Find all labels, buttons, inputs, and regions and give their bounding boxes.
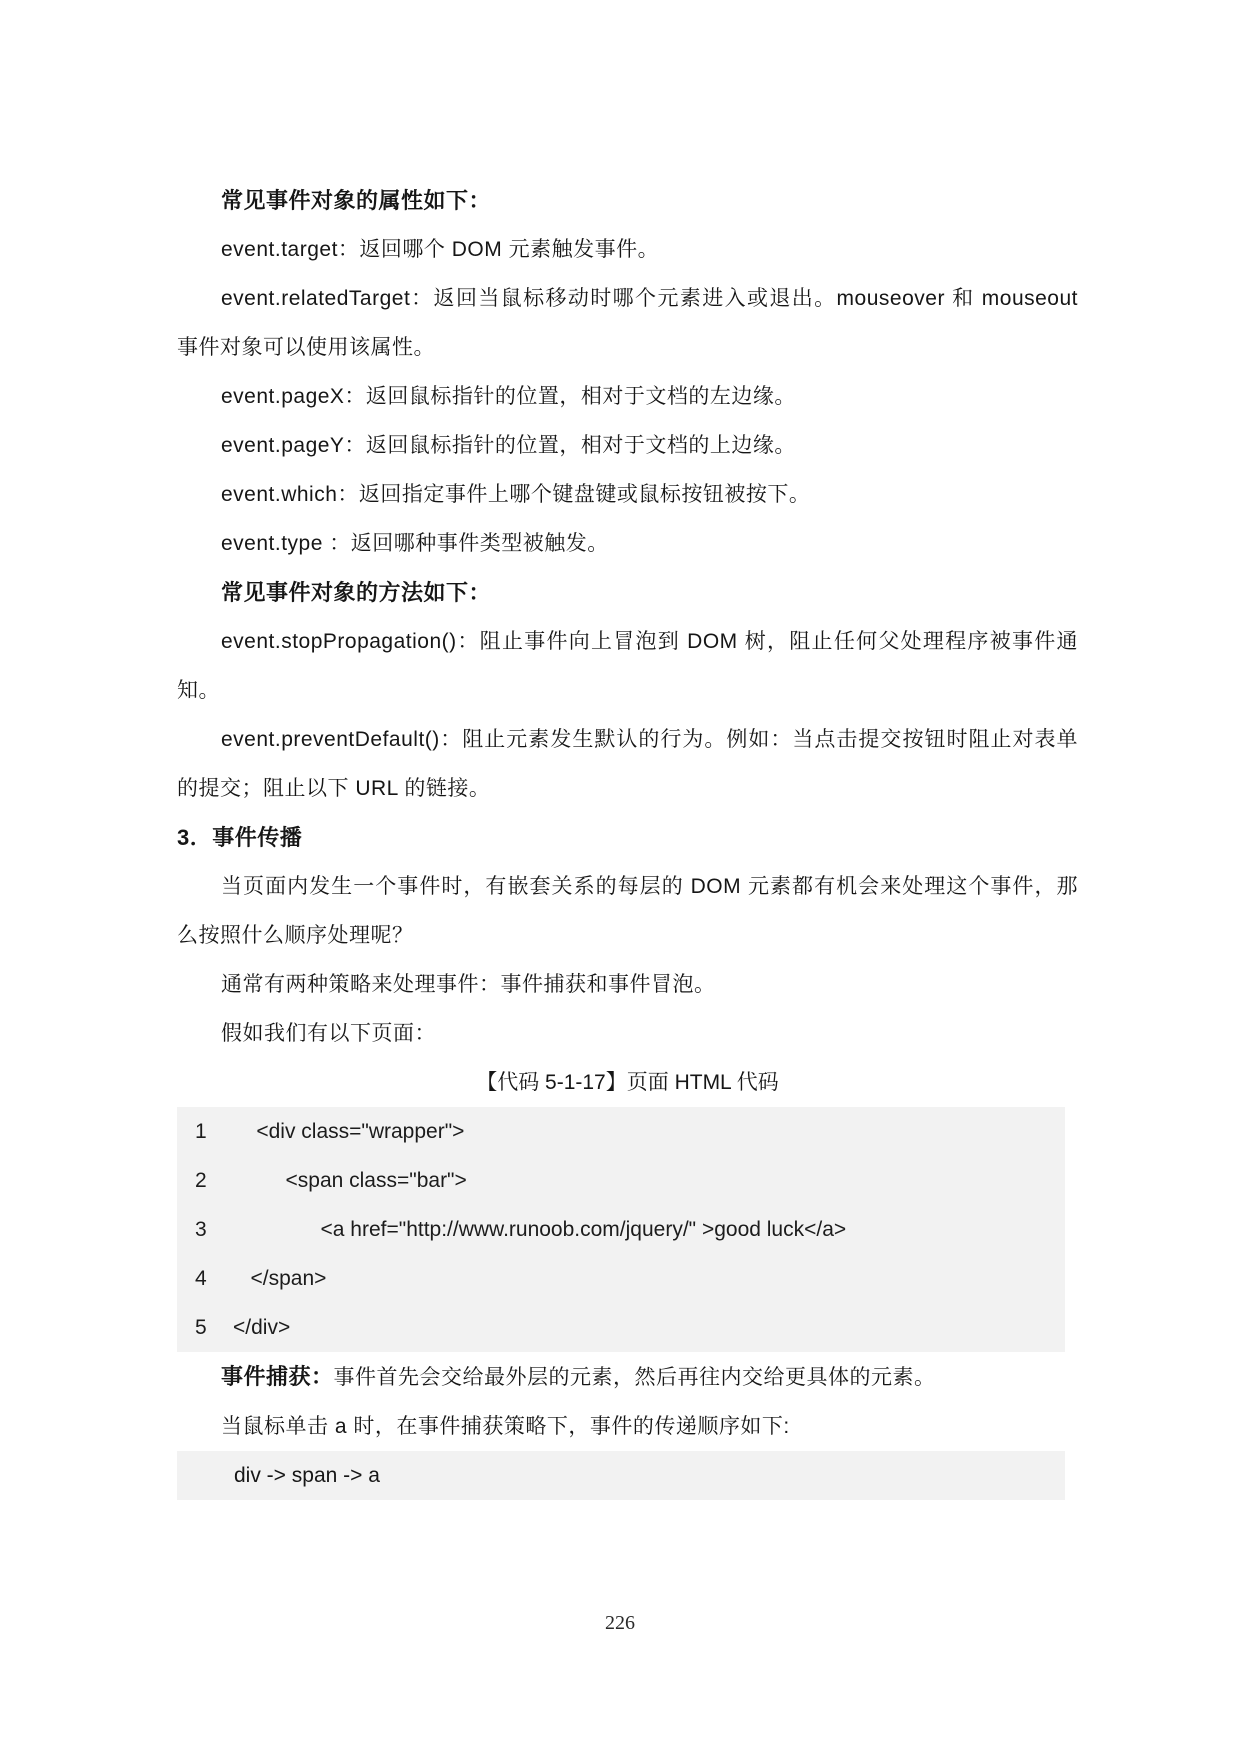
heading-event-properties: 常见事件对象的属性如下： (221, 188, 492, 213)
event-capture-definition: 事件首先会交给最外层的元素，然后再往内交给更具体的元素。 (333, 1366, 936, 1389)
code-line-number: 2 (195, 1169, 207, 1192)
propagation-order-code-block: div -> span -> a (177, 1451, 1065, 1500)
code-listing-caption: 【代码 5-1-17】页面 HTML 代码 (476, 1071, 779, 1094)
paragraph-event-capture (177, 1352, 1078, 1402)
paragraph-assume-page: 假如我们有以下页面： (221, 1022, 436, 1045)
code-line-text: <span class="bar"> (233, 1169, 467, 1192)
code-line-text: </span> (233, 1267, 327, 1290)
paragraph-two-strategies: 通常有两种策略来处理事件：事件捕获和事件冒泡。 (221, 973, 716, 996)
code-listing-block (177, 1107, 1065, 1352)
paragraph-event-pagey: event.pageY：返回鼠标指针的位置，相对于文档的上边缘。 (221, 434, 796, 457)
paragraph-event-pagex: event.pageX：返回鼠标指针的位置，相对于文档的左边缘。 (221, 385, 796, 408)
paragraph-event-which: event.which：返回指定事件上哪个键盘键或鼠标按钮被按下。 (221, 483, 811, 506)
code-line-text: <div class="wrapper"> (233, 1120, 465, 1143)
paragraph-propagation-intro: 当页面内发生一个事件时，有嵌套关系的每层的 DOM 元素都有机会来处理这个事件，那么按照什么顺序处理呢？ (177, 875, 1078, 947)
code-line (177, 1303, 1065, 1352)
code-line-number: 1 (195, 1120, 207, 1143)
heading-event-propagation: 3．事件传播 (177, 825, 303, 850)
event-capture-term: 事件捕获： (221, 1364, 334, 1389)
code-line (177, 1254, 1065, 1303)
code-line-text: </div> (233, 1316, 291, 1339)
code-line-number: 4 (195, 1267, 207, 1290)
paragraph-event-relatedtarget: event.relatedTarget：返回当鼠标移动时哪个元素进入或退出。mouseover 和 mouseout事件对象可以使用该属性。 (177, 287, 1078, 359)
paragraph-stoppropagation: event.stopPropagation()：阻止事件向上冒泡到 DOM 树，阻止任何父处理程序被事件通知。 (177, 630, 1078, 702)
paragraph-capture-order-intro: 当鼠标单击 a 时，在事件捕获策略下，事件的传递顺序如下: (221, 1415, 790, 1438)
page-number: 226 (605, 1612, 635, 1634)
heading-event-methods: 常见事件对象的方法如下： (221, 580, 492, 605)
code-line-text: <a href="http://www.runoob.com/jquery/" >good luck</a> (233, 1218, 847, 1241)
code-line-number: 3 (195, 1218, 207, 1241)
code-line (177, 1205, 1065, 1254)
code-line (177, 1156, 1065, 1205)
code-line-number: 5 (195, 1316, 207, 1339)
paragraph-preventdefault: event.preventDefault()：阻止元素发生默认的行为。例如：当点击提交按钮时阻止对表单的提交；阻止以下 URL 的链接。 (177, 728, 1078, 800)
page-content (177, 176, 1078, 1500)
paragraph-event-target: event.target：返回哪个 DOM 元素触发事件。 (221, 238, 660, 261)
paragraph-event-type: event.type ：返回哪种事件类型被触发。 (221, 532, 609, 555)
code-line (177, 1107, 1065, 1156)
